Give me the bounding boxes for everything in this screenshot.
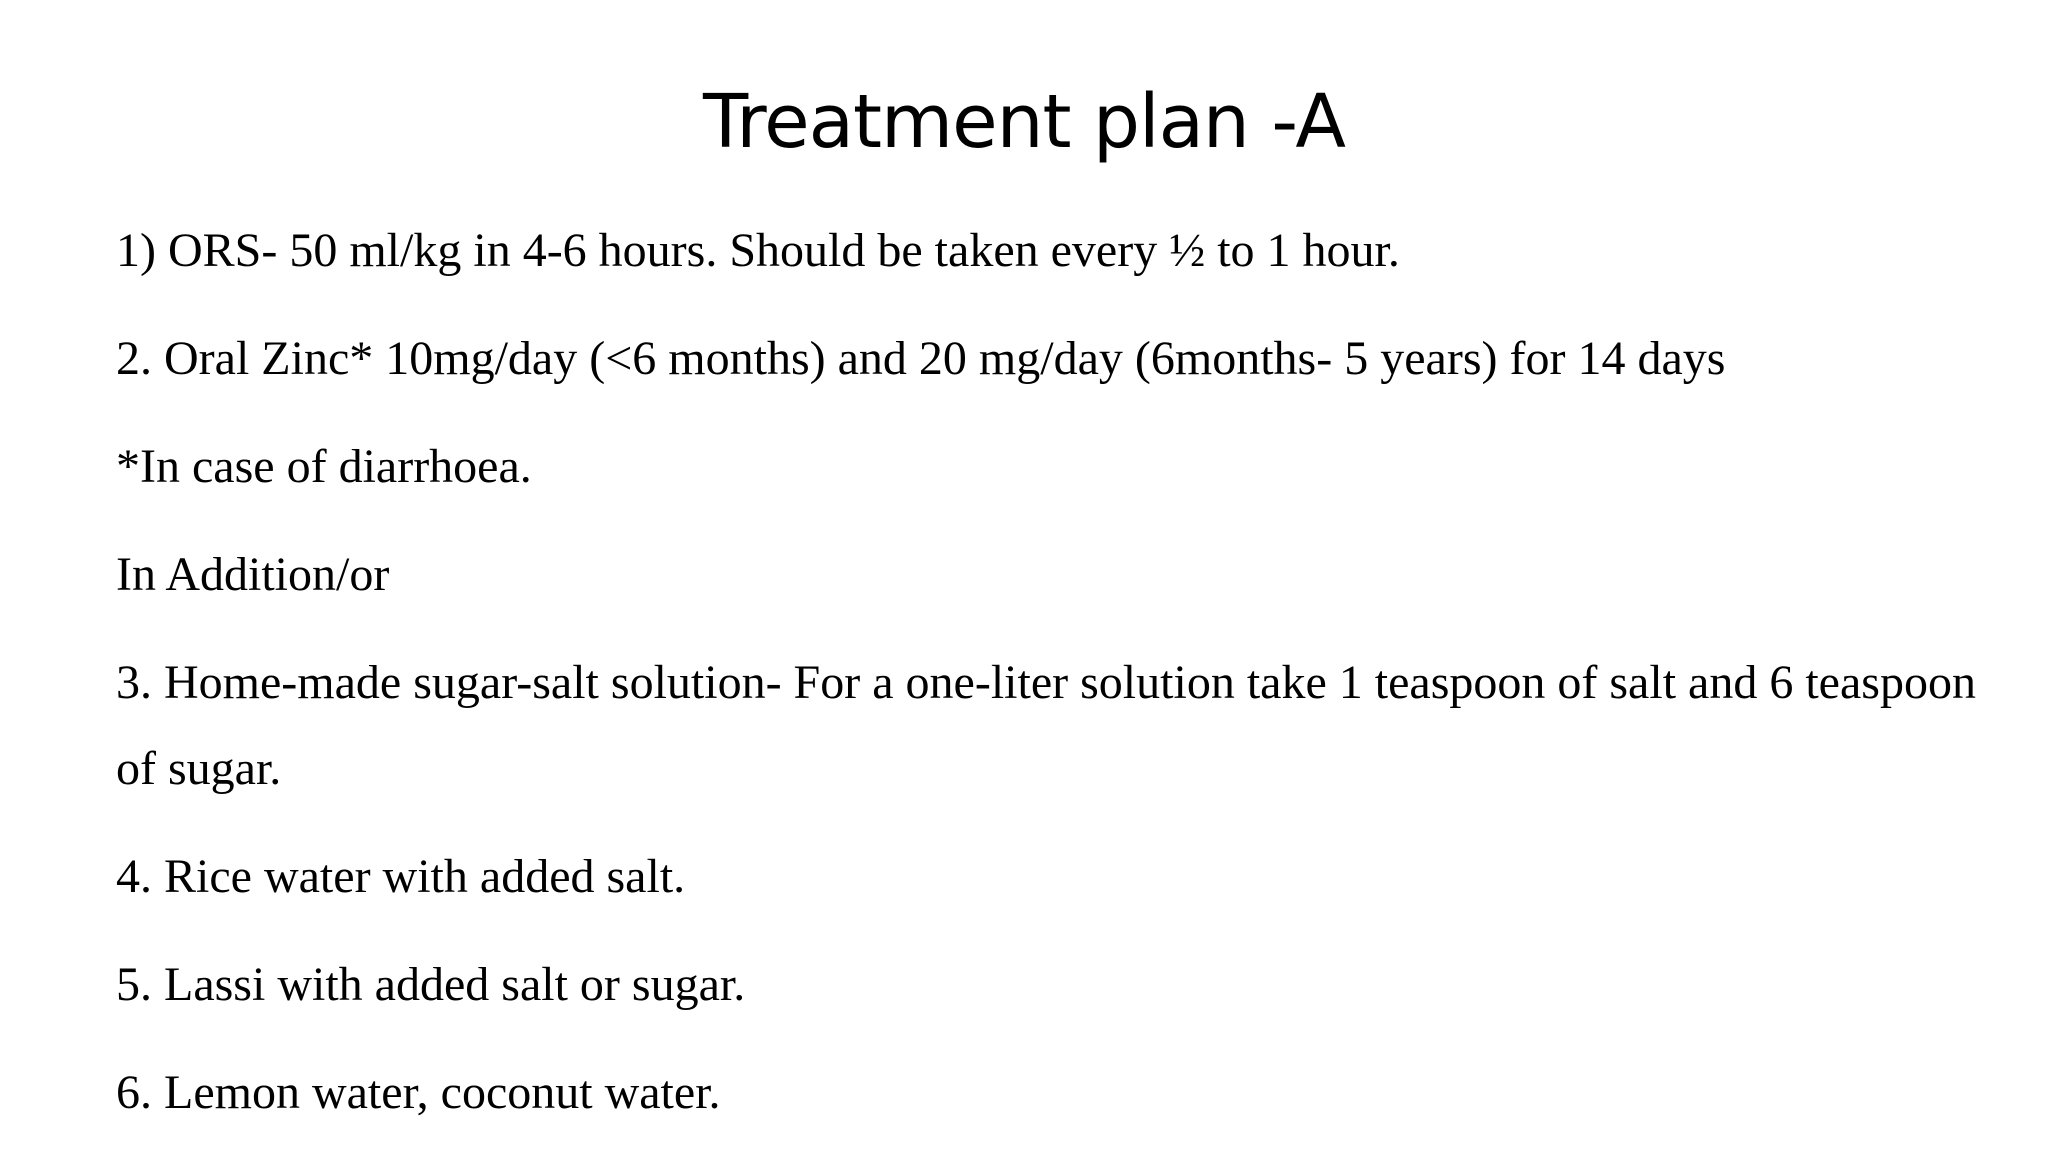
ors-item: 1) ORS- 50 ml/kg in 4-6 hours. Should be taken every ½ to 1 hour. bbox=[116, 224, 1400, 277]
rice-water-item: 4. Rice water with added salt. bbox=[116, 850, 686, 903]
slide-title: Treatment plan -A bbox=[702, 79, 1346, 165]
lassi-item: 5. Lassi with added salt or sugar. bbox=[116, 958, 746, 1011]
footnote: *In case of diarrhoea. bbox=[116, 440, 532, 493]
zinc-item: 2. Oral Zinc* 10mg/day (<6 months) and 20 mg/day (6months- 5 years) for 14 days bbox=[116, 332, 1726, 385]
sugar-salt-item: 3. Home-made sugar-salt solution- For a one-liter solution take 1 teaspoon of salt and 6 teaspoon of sugar. bbox=[116, 656, 1976, 795]
lemon-coconut-item: 6. Lemon water, coconut water. bbox=[116, 1066, 721, 1119]
slide-body bbox=[116, 208, 1976, 1152]
addition-note: In Addition/or bbox=[116, 548, 390, 601]
